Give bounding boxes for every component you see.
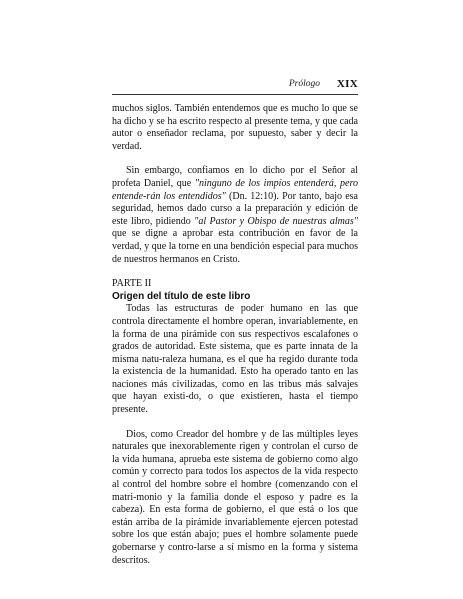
paragraph-2 — [112, 165, 358, 266]
paragraph-2-text-b: (Dn. 12:10). Por tanto, bajo esa seguridad, hemos dado curso a la preparación y edición de este libro, pidiendo — [112, 190, 358, 227]
running-head — [112, 79, 358, 93]
body-text — [112, 103, 358, 567]
pastor-quote: "al Pastor y Obispo de nuestras almas" — [194, 215, 358, 227]
paragraph-2-text-c: que se digne a aprobar esta contribución en favor de la verdad, y que la torne en una bendición especial para muchos de nuestros hermanos en Cristo. — [112, 228, 358, 265]
running-head-section: Prólogo — [288, 79, 320, 89]
part-label: PARTE II — [112, 278, 152, 290]
daniel-quote: "ninguno de los impíos entenderá, pero entende-rán los entendidos" — [112, 177, 358, 202]
paragraph-2-text-a: Sin embargo, confiamos en lo dicho por el Señor al profeta Daniel, que — [112, 165, 358, 189]
paragraph-1: muchos siglos. También entendemos que es mucho lo que se ha dicho y se ha escrito respecto al presente tema, y que cada autor o enseñador reclama, por supuesto, saber y decir la verdad. — [112, 103, 358, 152]
header-rule — [112, 94, 358, 95]
paragraph-3: Todas las estructuras de poder humano en las que controla directamente el hombre operan, invariablemente, en la forma de una pirámide con sus respectivos escalafones o grados de autoridad. Este sistema, que es parte innata de la misma natu-raleza humana, es el que ha regido durante toda la existencia de la humanidad. Esto ha operado tanto en las naciones más civilizadas, como en las tribus más salvajes que hayan existi-do, o que existieren, hasta el tiempo presente. — [112, 303, 358, 416]
paragraph-4: Dios, como Creador del hombre y de las múltiples leyes naturales que inexorablemente rigen y controlan el curso de la vida humana, aprueba este sistema de gobierno como algo común y correcto para todos los aspectos de la vida respecto al control del hombre sobre el hombre (comenzando con el matri-monio y la familia donde el esposo y padre es la cabeza). En esta forma de gobierno, el que está o los que están arriba de la pirámide invariablemente ejercen potestad sobre los que están abajo; pues el hombre solamente puede gobernarse y contro-larse a sí mismo en la forma y sistema descritos. — [112, 428, 358, 566]
page-number: XIX — [336, 78, 358, 90]
part-title: Origen del título de este libro — [112, 290, 251, 302]
